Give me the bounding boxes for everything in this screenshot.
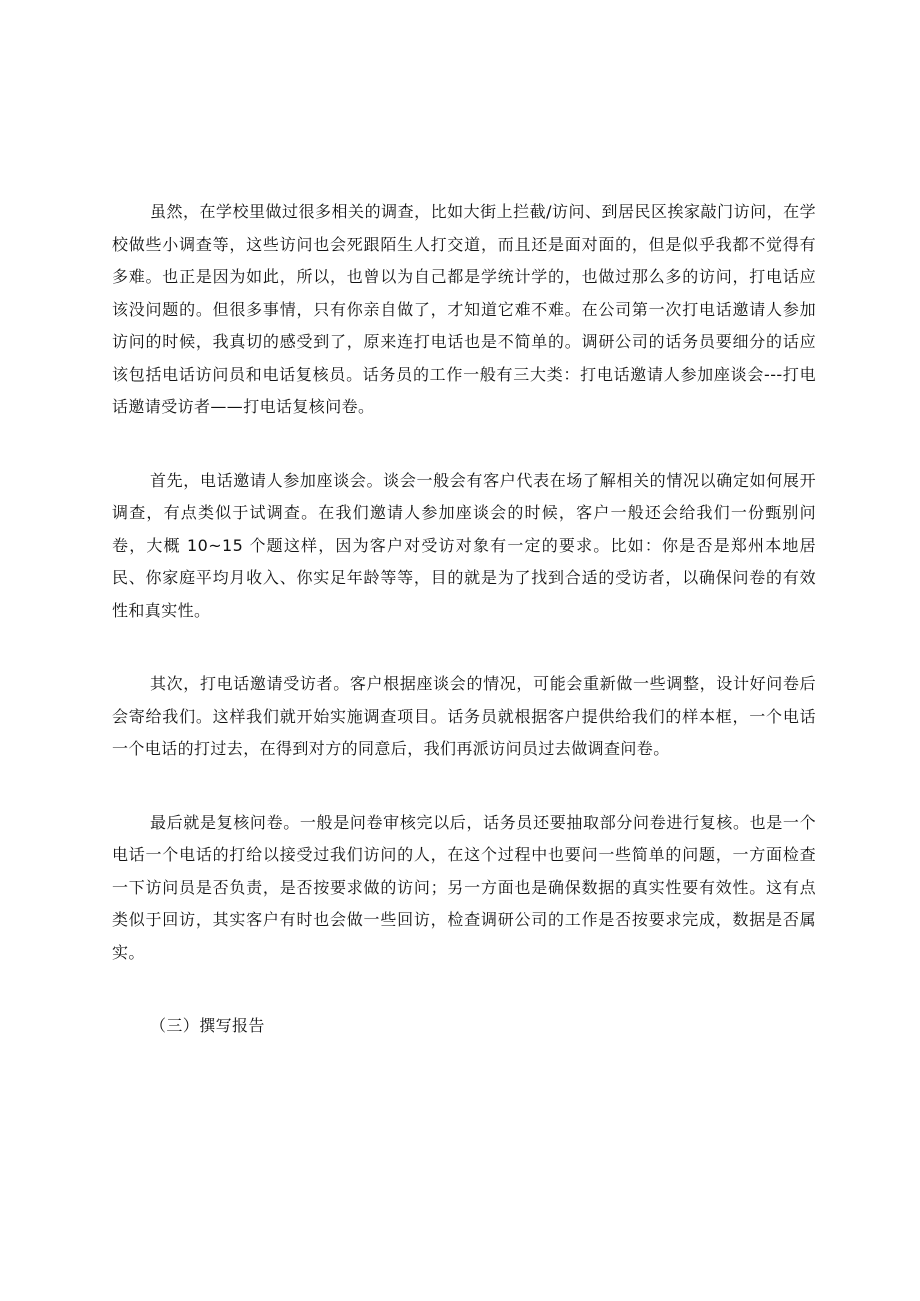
paragraph-respondent-invitation: 其次，打电话邀请受访者。客户根据座谈会的情况，可能会重新做一些调整，设计好问卷后会寄给我们。这样我们就开始实施调查项目。话务员就根据客户提供给我们的样本框，一个电话一个电话的打过去，在得到对方的同意后，我们再派访问员过去做调查问卷。 [112, 674, 816, 758]
paragraph-questionnaire-review: 最后就是复核问卷。一般是问卷审核完以后，话务员还要抽取部分问卷进行复核。也是一个电话一个电话的打给以接受过我们访问的人，在这个过程中也要问一些简单的问题，一方面检查一下访问员是否负责，是否按要求做的访问；另一方面也是确保数据的真实性要有效性。这有点类似于回访，其实客户有时也会做一些回访，检查调研公司的工作是否按要求完成，数据是否属实。 [112, 812, 816, 962]
section-heading-report: （三）撰写报告 [150, 1016, 265, 1035]
paragraph-survey-experience: 虽然，在学校里做过很多相关的调查，比如大街上拦截/访问、到居民区挨家敲门访问，在学校做些小调查等，这些访问也会死跟陌生人打交道，而且还是面对面的，但是似乎我都不觉得有多难。也正是因为如此，所以，也曾以为自己都是学统计学的，也做过那么多的访问，打电话应该没问题的。但很多事情，只有你亲自做了，才知道它难不难。在公司第一次打电话邀请人参加访问的时候，我真切的感受到了，原来连打电话也是不简单的。调研公司的话务员要细分的话应该包括电话访问员和电话复核员。话务员的工作一般有三大类：打电话邀请人参加座谈会---打电话邀请受访者——打电话复核问卷。 [112, 202, 816, 416]
paragraph-focus-group-invitation: 首先，电话邀请人参加座谈会。谈会一般会有客户代表在场了解相关的情况以确定如何展开调查，有点类似于试调查。在我们邀请人参加座谈会的时候，客户一般还会给我们一份甄别问卷，大概 10~15 个题这样，因为客户对受访对象有一定的要求。比如：你是否是郑州本地居民、你家庭平均月收入、你实足年龄等等，目的就是为了找到合适的受访者，以确保问卷的有效性和真实性。 [112, 470, 816, 620]
document-body [112, 196, 816, 1042]
